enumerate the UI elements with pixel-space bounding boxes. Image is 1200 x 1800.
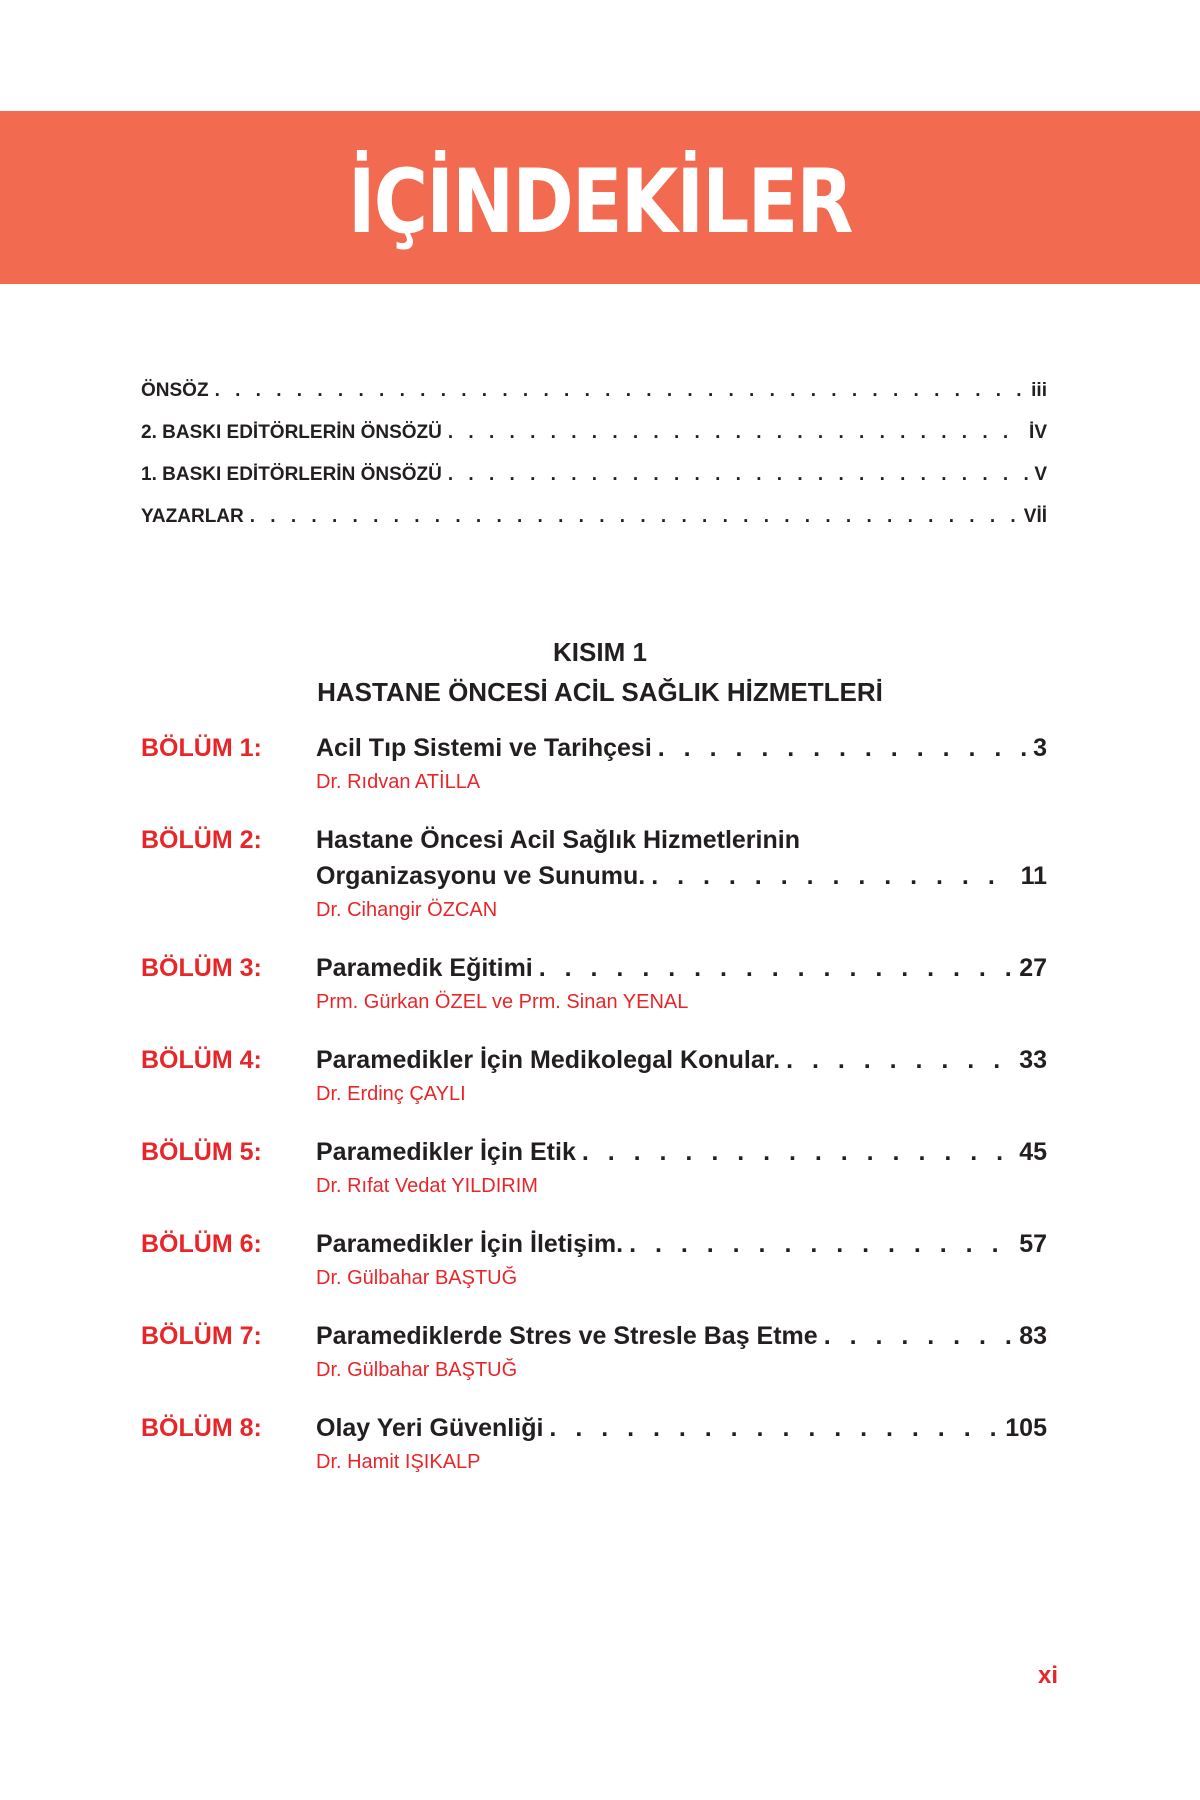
- chapter-title-line: [316, 822, 1047, 858]
- chapter-title-line: [316, 1134, 1047, 1170]
- dot-leader: [824, 1318, 1014, 1354]
- chapter-author: Prm. Gürkan ÖZEL ve Prm. Sinan YENAL: [316, 991, 689, 1013]
- chapter-author: Dr. Gülbahar BAŞTUĞ: [316, 1267, 518, 1289]
- front-matter-item[interactable]: [141, 380, 1047, 422]
- dot-leader: [448, 464, 1028, 486]
- dot-leader: [651, 858, 1014, 894]
- front-matter-page: V: [1034, 464, 1047, 485]
- front-matter-label: 1. BASKI EDİTÖRLERİN ÖNSÖZÜ: [141, 464, 442, 485]
- chapter-title-continued[interactable]: Organizasyonu ve Sunumu.: [316, 862, 646, 890]
- chapter-entry[interactable]: [141, 1410, 1047, 1478]
- dot-leader: [549, 1410, 999, 1446]
- chapter-label: BÖLÜM 4:: [141, 1046, 262, 1074]
- chapter-page: 27: [1019, 954, 1047, 982]
- chapter-label: BÖLÜM 3:: [141, 954, 262, 982]
- chapter-entry[interactable]: [141, 730, 1047, 798]
- chapter-page: 105: [1005, 1414, 1047, 1442]
- chapter-page: 57: [1019, 1230, 1047, 1258]
- chapter-title[interactable]: Olay Yeri Güvenliği: [316, 1414, 544, 1442]
- page-title: İÇİNDEKİLER: [348, 150, 852, 253]
- front-matter-item[interactable]: [141, 422, 1047, 464]
- dot-leader: [250, 506, 1018, 528]
- chapter-entry[interactable]: [141, 950, 1047, 1018]
- front-matter-item[interactable]: [141, 506, 1047, 548]
- chapter-label: BÖLÜM 2:: [141, 826, 262, 854]
- chapter-label: BÖLÜM 1:: [141, 734, 262, 762]
- front-matter-page: iii: [1031, 380, 1047, 401]
- chapter-author: Dr. Rıfat Vedat YILDIRIM: [316, 1175, 538, 1197]
- chapter-title-line: [316, 1410, 1047, 1446]
- chapter-title[interactable]: Paramedikler İçin İletişim.: [316, 1230, 624, 1258]
- part-number: KISIM 1: [553, 637, 647, 667]
- front-matter-list: [141, 380, 1047, 548]
- front-matter-label: 2. BASKI EDİTÖRLERİN ÖNSÖZÜ: [141, 422, 442, 443]
- chapter-author: Dr. Hamit IŞIKALP: [316, 1451, 481, 1473]
- dot-leader: [658, 730, 1027, 766]
- chapter-author: Dr. Rıdvan ATİLLA: [316, 771, 481, 793]
- chapter-entry[interactable]: [141, 1226, 1047, 1294]
- chapter-title[interactable]: Paramedikler İçin Medikolegal Konular.: [316, 1046, 781, 1074]
- chapter-page: 3: [1033, 734, 1047, 762]
- chapter-entry[interactable]: [141, 1042, 1047, 1110]
- front-matter-item[interactable]: [141, 464, 1047, 506]
- part-heading: [0, 632, 1200, 712]
- chapter-label: BÖLÜM 6:: [141, 1230, 262, 1258]
- chapter-page: 11: [1020, 862, 1047, 890]
- dot-leader: [448, 422, 1023, 444]
- dot-leader: [629, 1226, 1013, 1262]
- title-banner: [0, 111, 1200, 284]
- chapter-title[interactable]: Acil Tıp Sistemi ve Tarihçesi: [316, 734, 652, 762]
- chapter-label: BÖLÜM 7:: [141, 1322, 262, 1350]
- dot-leader: [582, 1134, 1013, 1170]
- front-matter-label: YAZARLAR: [141, 506, 244, 527]
- dot-leader: [539, 950, 1013, 986]
- chapter-list: [141, 730, 1047, 1502]
- chapter-title[interactable]: Hastane Öncesi Acil Sağlık Hizmetlerinin: [316, 826, 800, 854]
- chapter-label: BÖLÜM 8:: [141, 1414, 262, 1442]
- chapter-title-line: [316, 858, 1047, 894]
- chapter-author: Dr. Gülbahar BAŞTUĞ: [316, 1359, 518, 1381]
- front-matter-page: İV: [1029, 422, 1047, 443]
- front-matter-label: ÖNSÖZ: [141, 380, 209, 401]
- chapter-author: Dr. Cihangir ÖZCAN: [316, 899, 498, 921]
- chapter-entry[interactable]: [141, 1134, 1047, 1202]
- chapter-title-line: [316, 1318, 1047, 1354]
- chapter-title-line: [316, 950, 1047, 986]
- chapter-author: Dr. Erdinç ÇAYLI: [316, 1083, 466, 1105]
- front-matter-page: Vİİ: [1023, 506, 1047, 527]
- chapter-title-line: [316, 1226, 1047, 1262]
- dot-leader: [215, 380, 1026, 402]
- chapter-title[interactable]: Paramediklerde Stres ve Stresle Baş Etme: [316, 1322, 818, 1350]
- part-title: HASTANE ÖNCESİ ACİL SAĞLIK HİZMETLERİ: [317, 677, 883, 707]
- chapter-page: 83: [1019, 1322, 1047, 1350]
- chapter-page: 45: [1019, 1138, 1047, 1166]
- chapter-entry[interactable]: [141, 822, 1047, 926]
- chapter-title[interactable]: Paramedikler İçin Etik: [316, 1138, 576, 1166]
- page-number: xi: [1037, 1662, 1058, 1689]
- chapter-title-line: [316, 1042, 1047, 1078]
- chapter-entry[interactable]: [141, 1318, 1047, 1386]
- chapter-label: BÖLÜM 5:: [141, 1138, 262, 1166]
- dot-leader: [786, 1042, 1013, 1078]
- chapter-page: 33: [1019, 1046, 1047, 1074]
- chapter-title[interactable]: Paramedik Eğitimi: [316, 954, 533, 982]
- chapter-title-line: [316, 730, 1047, 766]
